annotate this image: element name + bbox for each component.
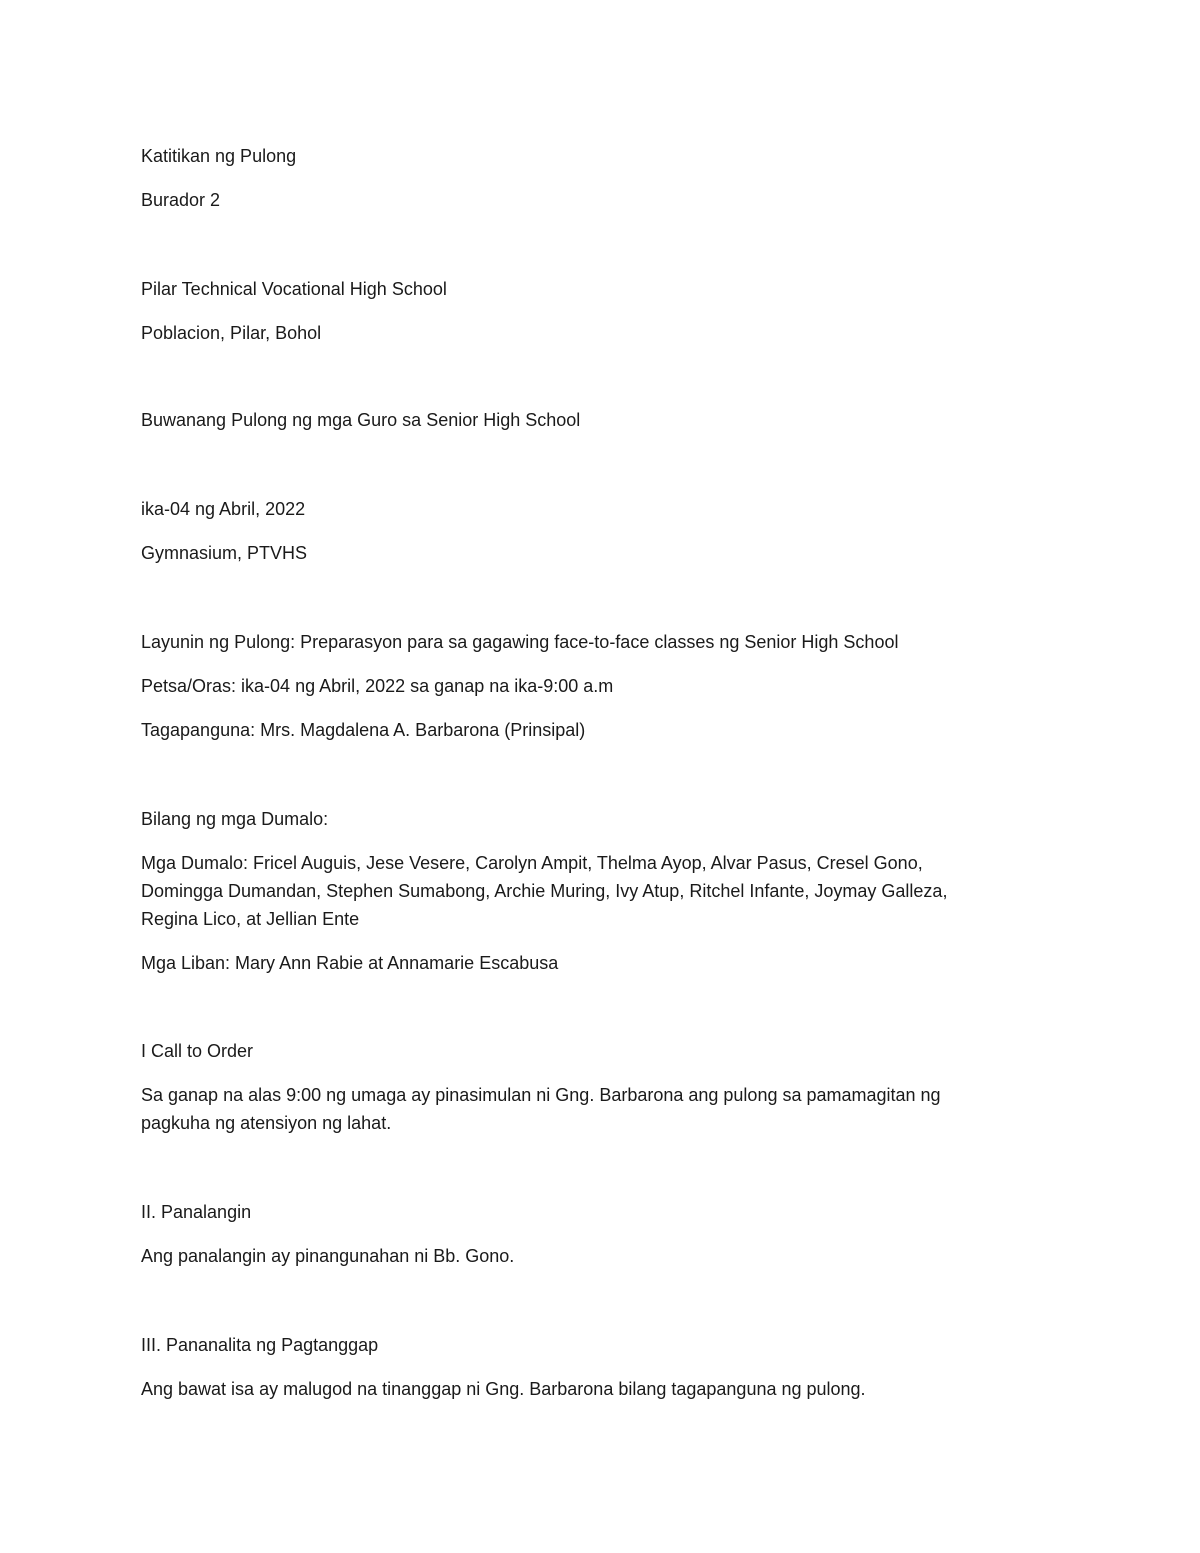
absentees: Mga Liban: Mary Ann Rabie at Annamarie Escabusa — [141, 953, 559, 973]
meeting-name: Buwanang Pulong ng mga Guro sa Senior High School — [141, 410, 581, 430]
section-body-line: Ang panalangin ay pinangunahan ni Bb. Gono. — [141, 1246, 515, 1266]
section-heading: I Call to Order — [141, 1041, 254, 1061]
meeting-datetime: Petsa/Oras: ika-04 ng Abril, 2022 sa ganap na ika-9:00 a.m — [141, 676, 614, 696]
section-body-line: Sa ganap na alas 9:00 ng umaga ay pinasimulan ni Gng. Barbarona ang pulong sa pamamagitan ng — [141, 1085, 941, 1105]
section-heading: II. Panalangin — [141, 1202, 252, 1222]
attendance-count-label: Bilang ng mga Dumalo: — [141, 809, 329, 829]
school-address: Poblacion, Pilar, Bohol — [141, 323, 322, 343]
school-name: Pilar Technical Vocational High School — [141, 279, 447, 299]
section-heading: III. Pananalita ng Pagtanggap — [141, 1335, 379, 1355]
attendees-line: Domingga Dumandan, Stephen Sumabong, Archie Muring, Ivy Atup, Ritchel Infante, Joymay Galleza, — [141, 881, 948, 901]
meeting-venue: Gymnasium, PTVHS — [141, 543, 308, 563]
draft-label: Burador 2 — [141, 190, 221, 210]
meeting-chair: Tagapanguna: Mrs. Magdalena A. Barbarona (Prinsipal) — [141, 720, 586, 740]
meeting-purpose: Layunin ng Pulong: Preparasyon para sa gagawing face-to-face classes ng Senior High School — [141, 632, 899, 652]
meeting-date: ika-04 ng Abril, 2022 — [141, 499, 306, 519]
section-body-line: Ang bawat isa ay malugod na tinanggap ni Gng. Barbarona bilang tagapanguna ng pulong. — [141, 1379, 866, 1399]
section-body — [141, 1081, 1041, 1137]
attendees-line: Regina Lico, at Jellian Ente — [141, 909, 360, 929]
attendees-paragraph — [141, 849, 1041, 933]
attendees-line: Mga Dumalo: Fricel Auguis, Jese Vesere, Carolyn Ampit, Thelma Ayop, Alvar Pasus, Cresel Gono, — [141, 853, 923, 873]
document-title: Katitikan ng Pulong — [141, 146, 297, 166]
section-body-line: pagkuha ng atensiyon ng lahat. — [141, 1113, 392, 1133]
